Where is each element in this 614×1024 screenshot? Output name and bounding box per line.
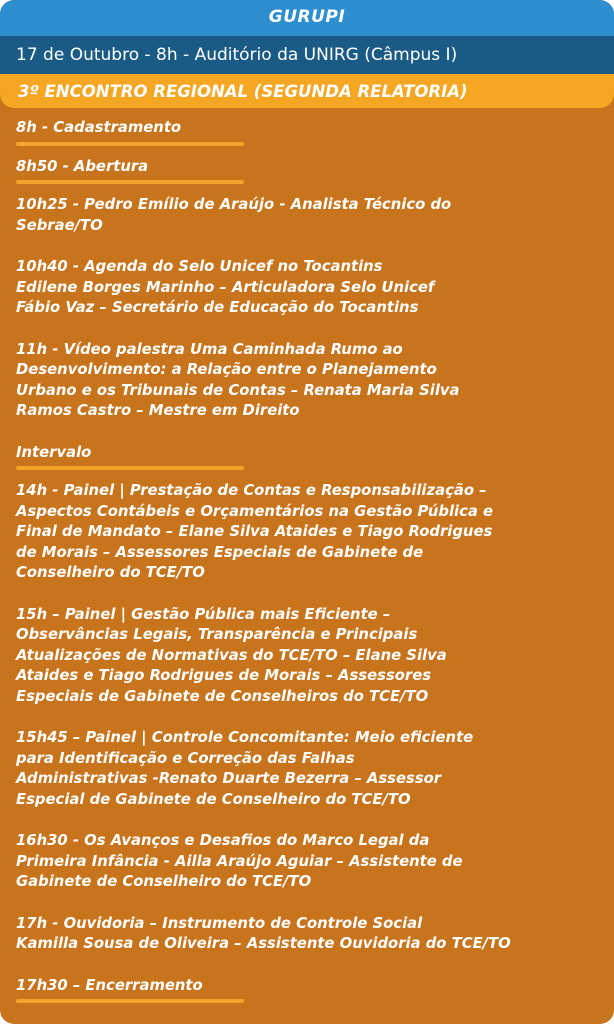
schedule-line: Kamilla Sousa de Oliveira – Assistente Ouvidoria do TCE/TO — [16, 935, 511, 952]
schedule-line: Gabinete de Conselheiro do TCE/TO — [16, 873, 312, 890]
schedule-line: Edilene Borges Marinho – Articuladora Selo Unicef — [16, 278, 435, 296]
schedule-line: Desenvolvimento: a Relação entre o Planejamento — [16, 361, 437, 378]
schedule-item-cadastramento — [16, 118, 614, 146]
schedule-line: Sebrae/TO — [16, 216, 103, 234]
schedule-line: 16h30 - Os Avanços e Desafios do Marco Legal da — [16, 832, 430, 849]
underline-divider — [16, 999, 244, 1003]
schedule-line: Especiais de Gabinete de Conselheiros do TCE/TO — [16, 687, 429, 705]
schedule-line: Urbano e os Tribunais de Contas – Renata Maria Silva — [16, 381, 460, 399]
schedule-line: 11h - Vídeo palestra Uma Caminhada Rumo ao — [16, 340, 403, 358]
schedule-line: 8h - Cadastramento — [16, 119, 182, 136]
schedule-line: Ramos Castro – Mestre em Direito — [16, 402, 300, 419]
schedule-line: Conselheiro do TCE/TO — [16, 564, 205, 581]
schedule-line: de Morais – Assessores Especiais de Gabinete de — [16, 543, 424, 561]
schedule-line: Fábio Vaz – Secretário de Educação do Tocantins — [16, 299, 419, 316]
schedule-line: Intervalo — [16, 443, 92, 461]
schedule-line: para Identificação e Correção das Falhas — [16, 749, 355, 767]
schedule-line: 8h50 - Abertura — [16, 157, 149, 175]
schedule-line: 17h30 – Encerramento — [16, 976, 203, 994]
event-title: 3º ENCONTRO REGIONAL (SEGUNDA RELATORIA) — [0, 74, 614, 108]
underline-divider — [16, 466, 244, 470]
schedule-line: 10h40 - Agenda do Selo Unicef no Tocantins — [16, 258, 383, 275]
city-title: GURUPI — [0, 0, 614, 36]
schedule-item-1040 — [16, 257, 614, 319]
schedule-line: Especial de Gabinete de Conselheiro do TCE/TO — [16, 790, 411, 808]
schedule-line: Administrativas -Renato Duarte Bezerra – Assessor — [16, 770, 442, 787]
date-location: 17 de Outubro - 8h - Auditório da UNIRG (Câmpus I) — [0, 36, 614, 74]
underline-divider — [16, 142, 244, 146]
underline-divider — [16, 180, 244, 184]
schedule-line: Atualizações de Normativas do TCE/TO – Elane Silva — [16, 646, 447, 664]
schedule-item-17h — [16, 914, 614, 955]
schedule-item-11h — [16, 340, 614, 422]
schedule-line: Aspectos Contábeis e Orçamentários na Gestão Pública e — [16, 502, 494, 520]
schedule-item-15h45 — [16, 728, 614, 810]
schedule-item-16h30 — [16, 831, 614, 893]
schedule-line: 17h - Ouvidoria – Instrumento de Controle Social — [16, 914, 423, 932]
schedule-line: Observâncias Legais, Transparência e Principais — [16, 626, 418, 643]
schedule-item-14h — [16, 481, 614, 584]
schedule-item-intervalo — [16, 443, 614, 471]
schedule-list — [0, 108, 614, 1003]
schedule-line: 14h - Painel | Prestação de Contas e Responsabilização – — [16, 482, 487, 499]
schedule-item-abertura — [16, 157, 614, 185]
schedule-line: 10h25 - Pedro Emílio de Araújo - Analista Técnico do — [16, 196, 452, 213]
schedule-line: Final de Mandato – Elane Silva Ataides e Tiago Rodrigues — [16, 523, 493, 540]
schedule-item-15h — [16, 605, 614, 708]
schedule-item-1025 — [16, 195, 614, 236]
schedule-item-encerramento — [16, 976, 614, 1004]
schedule-line: 15h45 – Painel | Controle Concomitante: Meio eficiente — [16, 729, 474, 746]
schedule-line: Primeira Infância - Ailla Araújo Aguiar – Assistente de — [16, 852, 463, 870]
schedule-line: Ataides e Tiago Rodrigues de Morais – Assessores — [16, 667, 432, 684]
schedule-line: 15h – Painel | Gestão Pública mais Eficiente – — [16, 605, 391, 623]
